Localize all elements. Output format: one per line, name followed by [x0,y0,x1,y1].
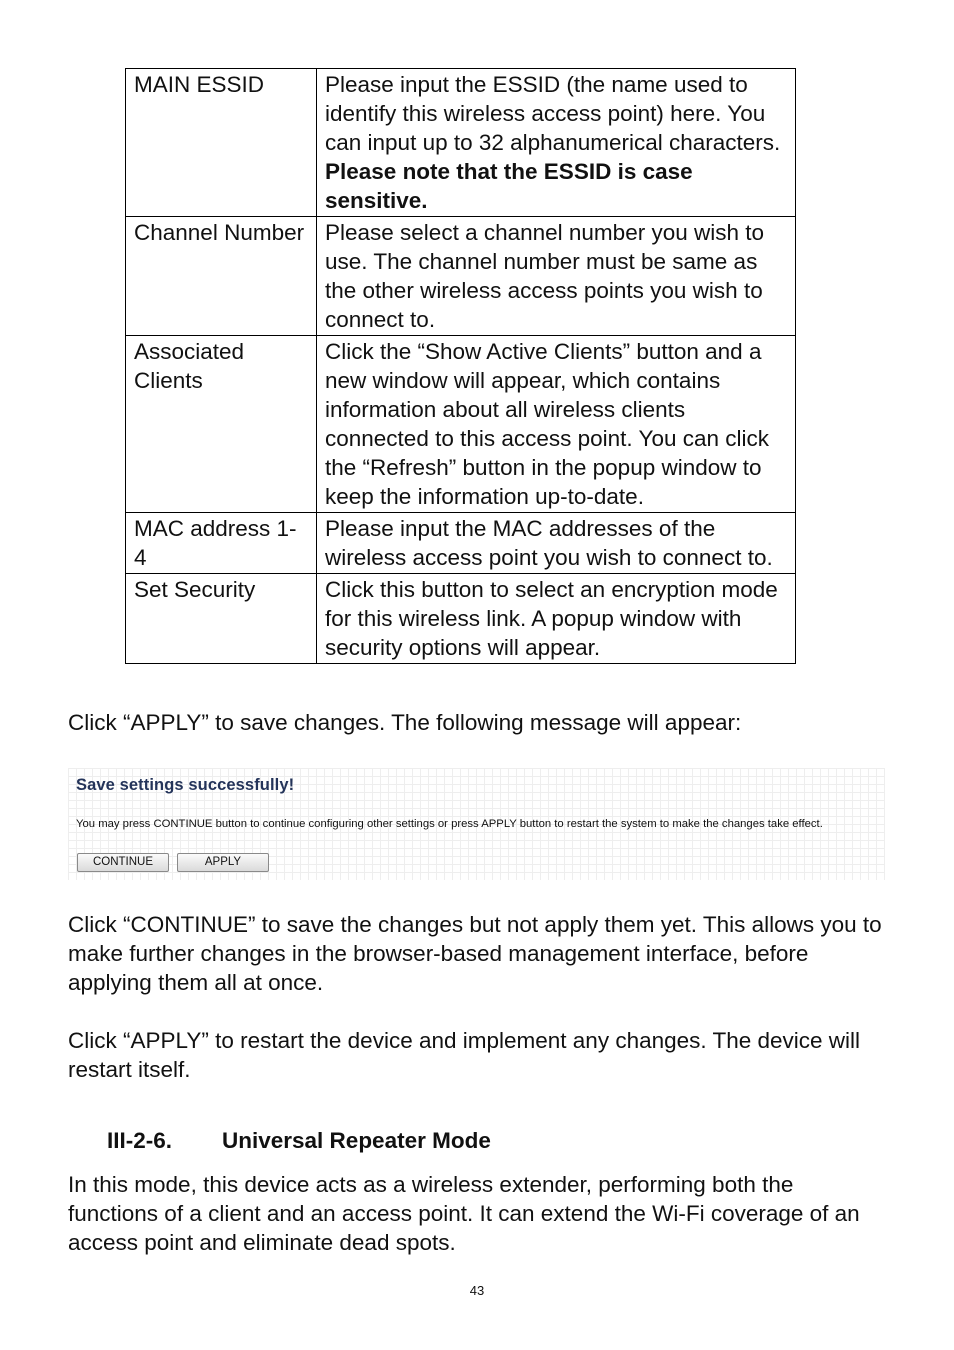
settings-table [125,68,796,664]
row-key: Associated Clients [126,336,317,513]
save-message-screenshot [68,768,885,880]
row-description [317,69,796,217]
section-heading [107,1126,491,1155]
row-description: Please input the MAC addresses of the wireless access point you wish to connect to. [317,513,796,574]
save-success-title: Save settings successfully! [76,776,295,794]
page-number: 43 [469,1283,485,1298]
section-title: Universal Repeater Mode [222,1128,491,1153]
continue-button[interactable]: CONTINUE [77,853,169,872]
row-key: Channel Number [126,217,317,336]
table-row [126,69,796,217]
row-key: MAC address 1-4 [126,513,317,574]
row-description: Please select a channel number you wish to use. The channel number must be same as the other wireless access points you wish to connect to. [317,217,796,336]
table-row [126,574,796,664]
row-description-text: Please input the ESSID (the name used to identify this wireless access point) here. You can input up to 32 alphanumerical characters. [325,72,781,155]
row-description-bold: Please note that the ESSID is case sensitive. [325,159,693,213]
row-description: Click the “Show Active Clients” button and a new window will appear, which contains information about all wireless clients connected to this access point. You can click the “Refresh” button in the popup window to keep the information up-to-date. [317,336,796,513]
table-row [126,513,796,574]
apply-button[interactable]: APPLY [177,853,269,872]
table-row [126,217,796,336]
apply-intro-paragraph: Click “APPLY” to save changes. The following message will appear: [68,710,742,735]
continue-paragraph: Click “CONTINUE” to save the changes but not apply them yet. This allows you to make further changes in the browser-based management interface, before applying them all at once. [68,912,882,995]
row-description: Click this button to select an encryption mode for this wireless link. A popup window with security options will appear. [317,574,796,664]
mode-paragraph: In this mode, this device acts as a wireless extender, performing both the functions of a client and an access point. It can extend the Wi-Fi coverage of an access point and eliminate dead spots. [68,1172,860,1255]
save-success-message: You may press CONTINUE button to continue configuring other settings or press APPLY button to restart the system to make the changes take effect. [76,818,823,830]
row-key: MAIN ESSID [126,69,317,217]
apply-paragraph: Click “APPLY” to restart the device and implement any changes. The device will restart itself. [68,1028,861,1082]
row-key: Set Security [126,574,317,664]
section-number: III-2-6. [107,1128,173,1153]
table-row [126,336,796,513]
